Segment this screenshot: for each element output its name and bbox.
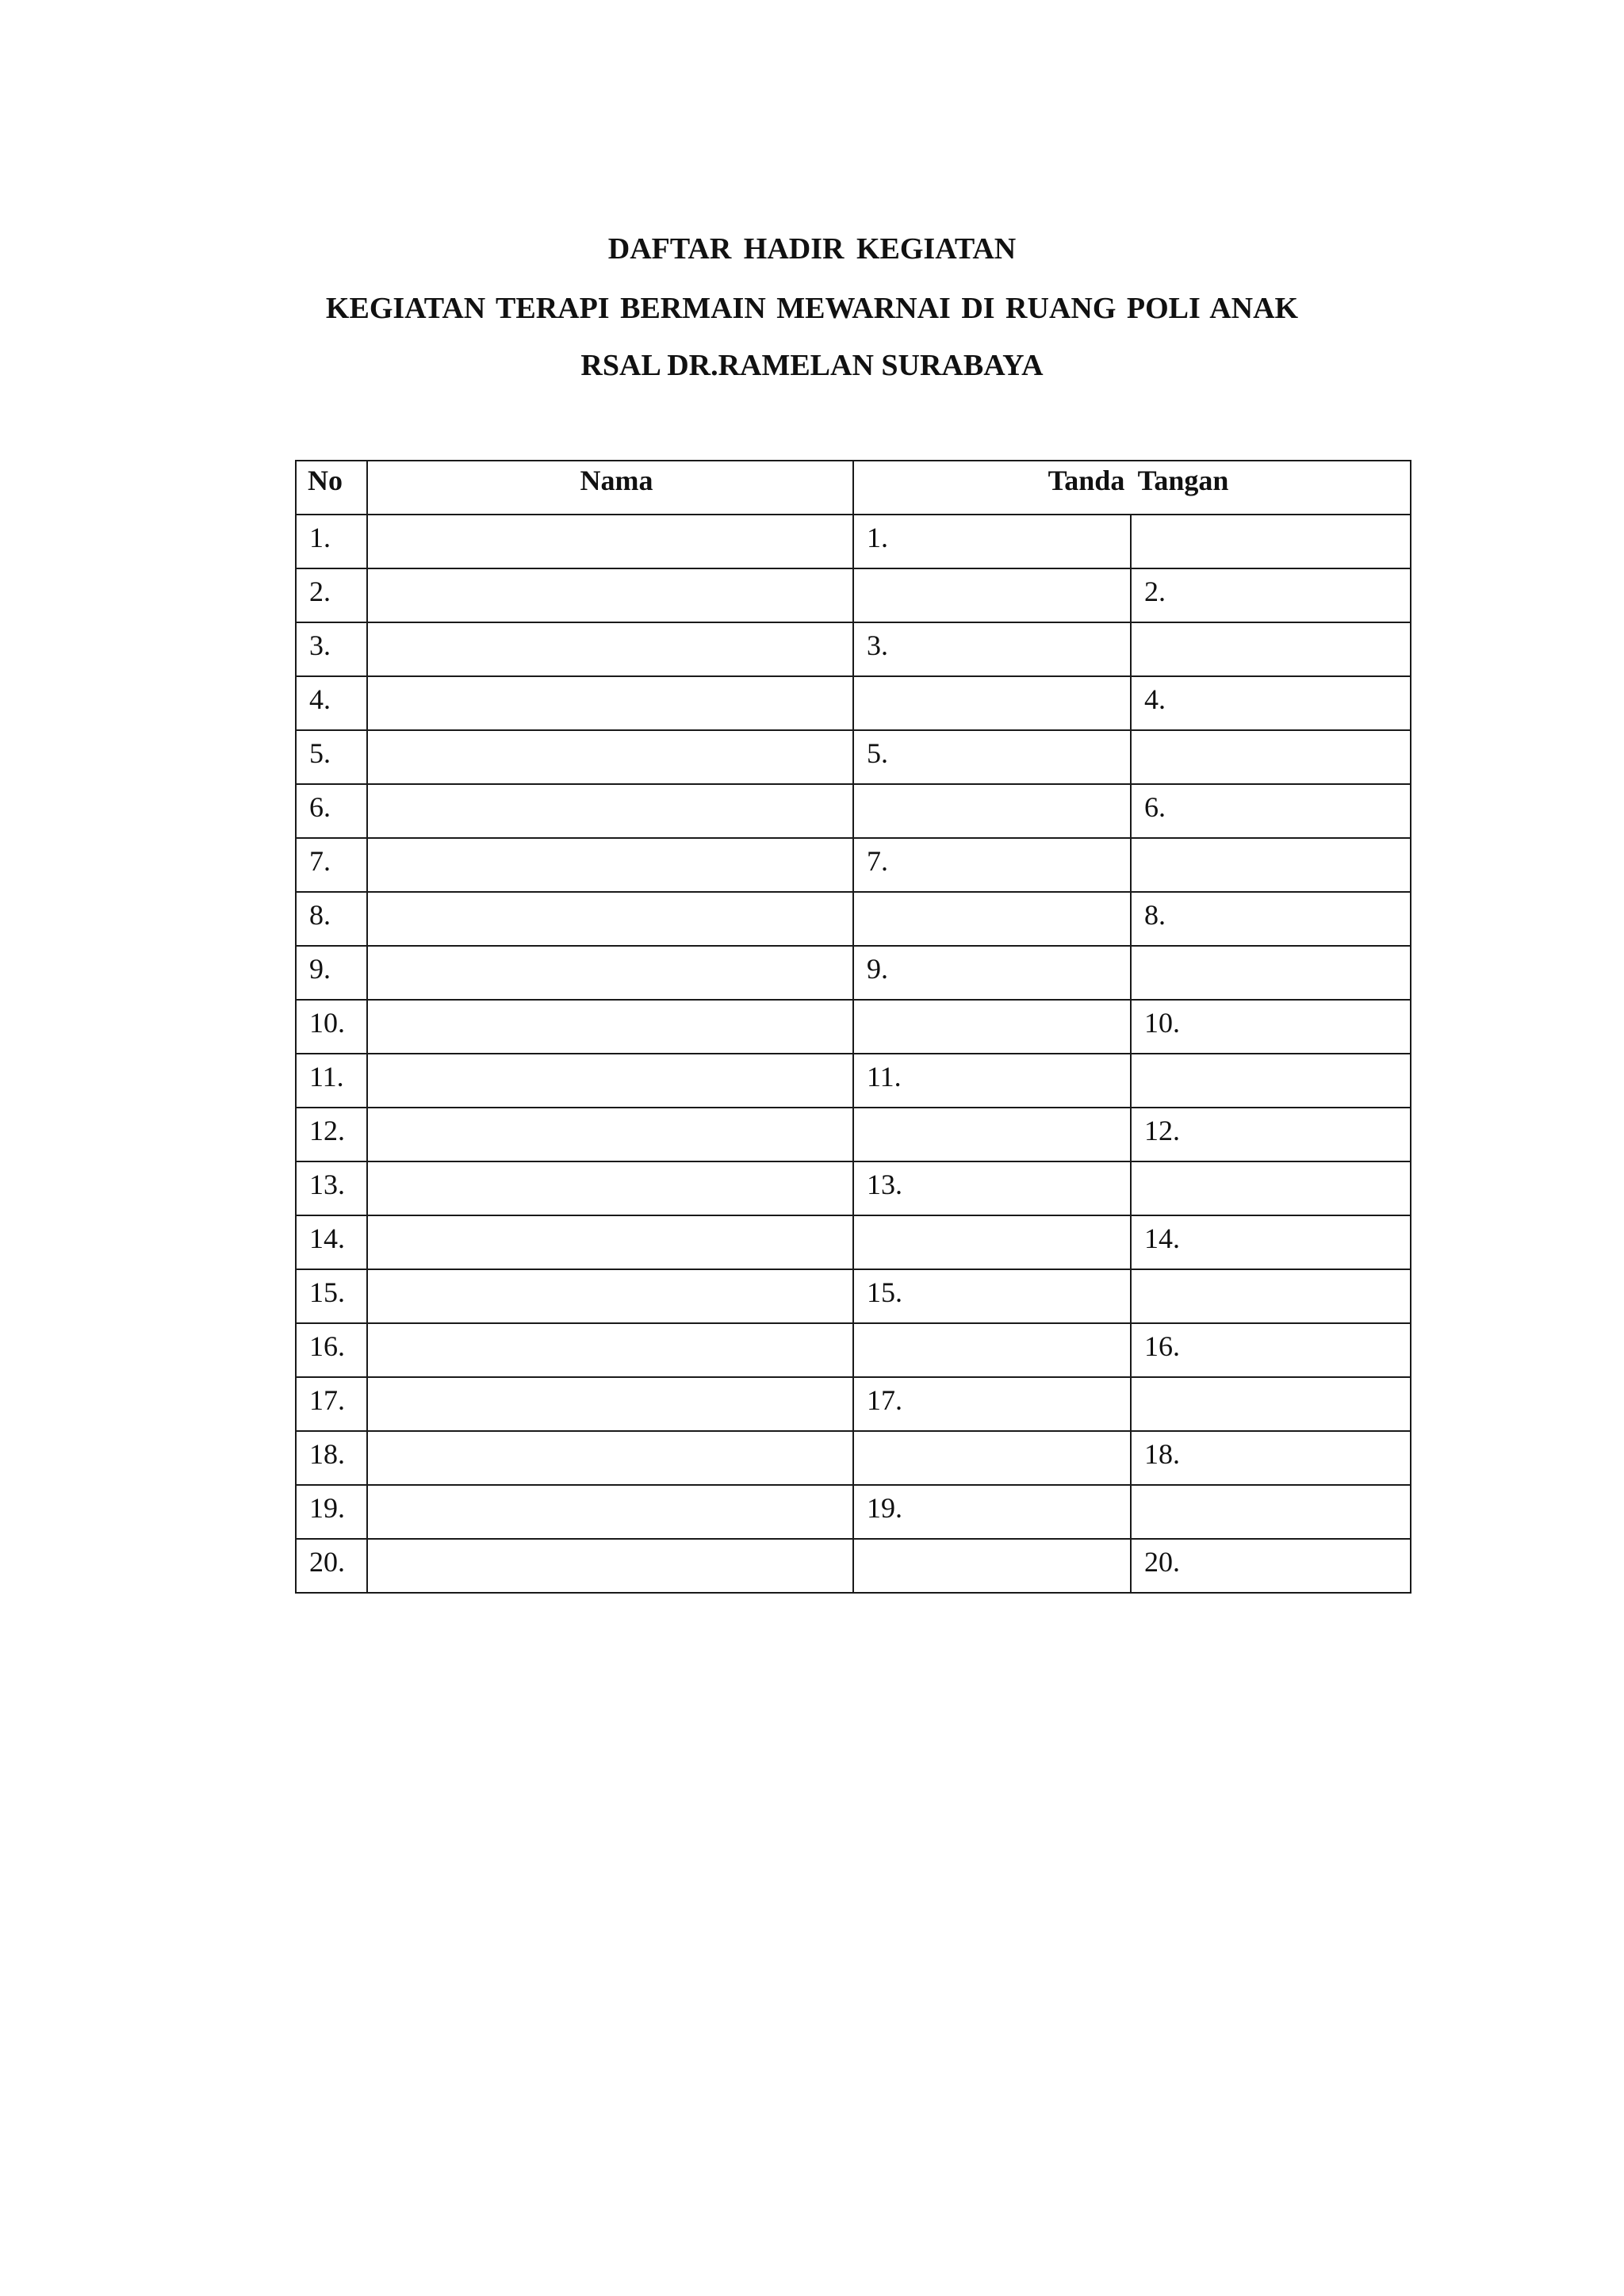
table-row bbox=[296, 1215, 1411, 1269]
name-cell[interactable] bbox=[367, 515, 853, 568]
table-row bbox=[296, 730, 1411, 784]
signature-cell-left[interactable]: 3. bbox=[853, 622, 1131, 676]
name-cell[interactable] bbox=[367, 1215, 853, 1269]
signature-cell-right[interactable] bbox=[1131, 1485, 1411, 1539]
table-row bbox=[296, 838, 1411, 892]
signature-cell-left[interactable] bbox=[853, 892, 1131, 946]
table-row bbox=[296, 622, 1411, 676]
document-title: DAFTAR HADIR KEGIATAN bbox=[607, 232, 1017, 266]
name-cell[interactable] bbox=[367, 1000, 853, 1054]
hospital-name: RSAL DR.RAMELAN SURABAYA bbox=[580, 349, 1044, 382]
name-cell[interactable] bbox=[367, 1431, 853, 1485]
name-cell[interactable] bbox=[367, 1377, 853, 1431]
signature-cell-left[interactable] bbox=[853, 568, 1131, 622]
signature-cell-right[interactable] bbox=[1131, 946, 1411, 1000]
signature-cell-right[interactable]: 18. bbox=[1131, 1431, 1411, 1485]
name-cell[interactable] bbox=[367, 1269, 853, 1323]
row-number: 6. bbox=[296, 784, 367, 838]
table-row bbox=[296, 1323, 1411, 1377]
signature-cell-right[interactable] bbox=[1131, 515, 1411, 568]
signature-cell-left[interactable] bbox=[853, 1323, 1131, 1377]
row-number: 11. bbox=[296, 1054, 367, 1108]
row-number: 19. bbox=[296, 1485, 367, 1539]
signature-cell-right[interactable]: 14. bbox=[1131, 1215, 1411, 1269]
signature-cell-left[interactable] bbox=[853, 1215, 1131, 1269]
table-row bbox=[296, 568, 1411, 622]
activity-subtitle: KEGIATAN TERAPI BERMAIN MEWARNAI DI RUANG POLI ANAK bbox=[325, 292, 1299, 325]
table-row bbox=[296, 1269, 1411, 1323]
row-number: 5. bbox=[296, 730, 367, 784]
header-nama: Nama bbox=[367, 461, 853, 515]
row-number: 15. bbox=[296, 1269, 367, 1323]
signature-cell-left[interactable]: 17. bbox=[853, 1377, 1131, 1431]
row-number: 13. bbox=[296, 1161, 367, 1215]
signature-cell-left[interactable]: 15. bbox=[853, 1269, 1131, 1323]
table-row bbox=[296, 1539, 1411, 1593]
signature-cell-right[interactable]: 12. bbox=[1131, 1108, 1411, 1161]
signature-cell-right[interactable] bbox=[1131, 1269, 1411, 1323]
signature-cell-right[interactable] bbox=[1131, 730, 1411, 784]
table-row bbox=[296, 784, 1411, 838]
name-cell[interactable] bbox=[367, 1485, 853, 1539]
row-number: 10. bbox=[296, 1000, 367, 1054]
attendance-table bbox=[295, 460, 1411, 1594]
name-cell[interactable] bbox=[367, 568, 853, 622]
name-cell[interactable] bbox=[367, 838, 853, 892]
signature-cell-left[interactable]: 7. bbox=[853, 838, 1131, 892]
signature-cell-right[interactable]: 4. bbox=[1131, 676, 1411, 730]
name-cell[interactable] bbox=[367, 1108, 853, 1161]
signature-cell-right[interactable]: 10. bbox=[1131, 1000, 1411, 1054]
header-tanda-tangan: Tanda Tangan bbox=[853, 461, 1411, 515]
row-number: 2. bbox=[296, 568, 367, 622]
row-number: 16. bbox=[296, 1323, 367, 1377]
row-number: 4. bbox=[296, 676, 367, 730]
table-row bbox=[296, 1431, 1411, 1485]
signature-cell-right[interactable]: 6. bbox=[1131, 784, 1411, 838]
signature-cell-right[interactable] bbox=[1131, 1377, 1411, 1431]
signature-cell-right[interactable] bbox=[1131, 622, 1411, 676]
table-row bbox=[296, 1108, 1411, 1161]
signature-cell-left[interactable]: 19. bbox=[853, 1485, 1131, 1539]
name-cell[interactable] bbox=[367, 946, 853, 1000]
signature-cell-right[interactable]: 20. bbox=[1131, 1539, 1411, 1593]
row-number: 7. bbox=[296, 838, 367, 892]
signature-cell-left[interactable] bbox=[853, 1000, 1131, 1054]
header-no: No bbox=[296, 461, 367, 515]
table-row bbox=[296, 1054, 1411, 1108]
table-header-row bbox=[296, 461, 1411, 515]
signature-cell-left[interactable] bbox=[853, 1431, 1131, 1485]
table-row bbox=[296, 676, 1411, 730]
table-row bbox=[296, 1161, 1411, 1215]
table-row bbox=[296, 946, 1411, 1000]
signature-cell-left[interactable] bbox=[853, 784, 1131, 838]
signature-cell-left[interactable]: 1. bbox=[853, 515, 1131, 568]
row-number: 8. bbox=[296, 892, 367, 946]
signature-cell-left[interactable] bbox=[853, 1108, 1131, 1161]
name-cell[interactable] bbox=[367, 1054, 853, 1108]
signature-cell-left[interactable] bbox=[853, 1539, 1131, 1593]
row-number: 12. bbox=[296, 1108, 367, 1161]
signature-cell-right[interactable]: 2. bbox=[1131, 568, 1411, 622]
signature-cell-right[interactable] bbox=[1131, 1054, 1411, 1108]
name-cell[interactable] bbox=[367, 1323, 853, 1377]
table-body bbox=[296, 515, 1411, 1593]
signature-cell-left[interactable]: 9. bbox=[853, 946, 1131, 1000]
name-cell[interactable] bbox=[367, 730, 853, 784]
row-number: 14. bbox=[296, 1215, 367, 1269]
signature-cell-left[interactable]: 5. bbox=[853, 730, 1131, 784]
table-row bbox=[296, 1000, 1411, 1054]
signature-cell-right[interactable] bbox=[1131, 1161, 1411, 1215]
signature-cell-left[interactable] bbox=[853, 676, 1131, 730]
row-number: 17. bbox=[296, 1377, 367, 1431]
name-cell[interactable] bbox=[367, 622, 853, 676]
row-number: 18. bbox=[296, 1431, 367, 1485]
signature-cell-right[interactable]: 16. bbox=[1131, 1323, 1411, 1377]
table-row bbox=[296, 1377, 1411, 1431]
signature-cell-right[interactable] bbox=[1131, 838, 1411, 892]
name-cell[interactable] bbox=[367, 1161, 853, 1215]
table-row bbox=[296, 1485, 1411, 1539]
row-number: 20. bbox=[296, 1539, 367, 1593]
row-number: 1. bbox=[296, 515, 367, 568]
name-cell[interactable] bbox=[367, 676, 853, 730]
table-row bbox=[296, 892, 1411, 946]
name-cell[interactable] bbox=[367, 1539, 853, 1593]
signature-cell-left[interactable]: 11. bbox=[853, 1054, 1131, 1108]
signature-cell-left[interactable]: 13. bbox=[853, 1161, 1131, 1215]
row-number: 9. bbox=[296, 946, 367, 1000]
signature-cell-right[interactable]: 8. bbox=[1131, 892, 1411, 946]
name-cell[interactable] bbox=[367, 784, 853, 838]
table-row bbox=[296, 515, 1411, 568]
name-cell[interactable] bbox=[367, 892, 853, 946]
row-number: 3. bbox=[296, 622, 367, 676]
